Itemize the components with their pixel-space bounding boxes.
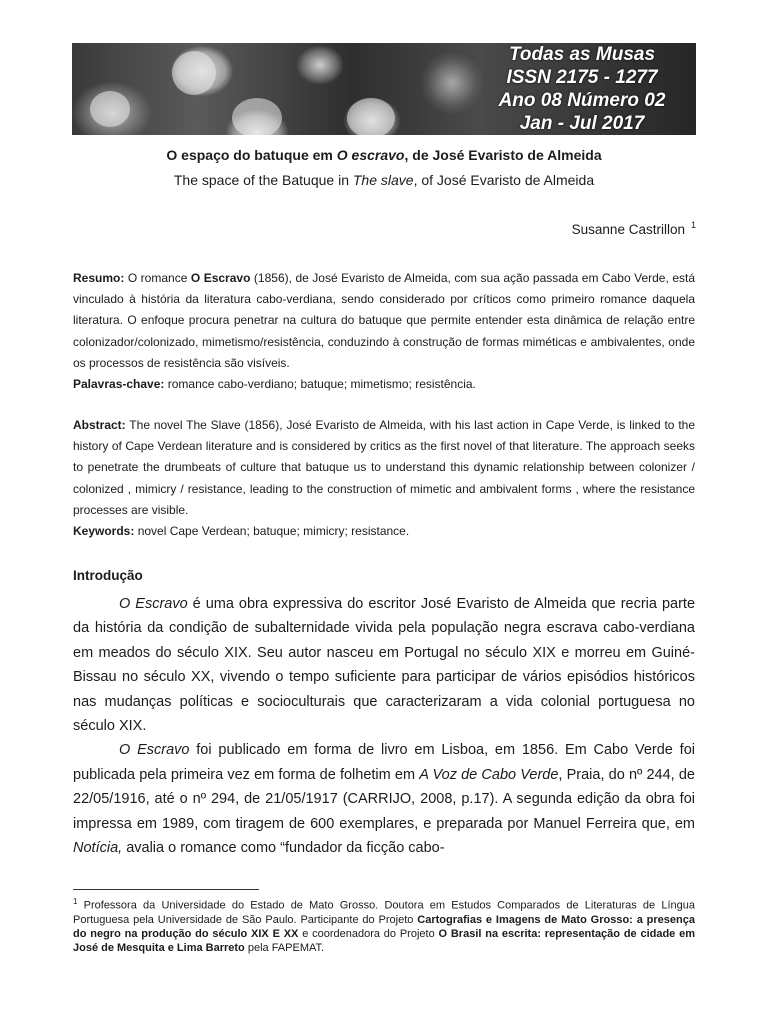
journal-date: Jan - Jul 2017 [519, 113, 645, 134]
footnote: $^1$ Professora da Universidade do Estado de Mato Grosso. Doutora em Estudos Comparados de Literaturas de Língua Portuguesa pela Universidade de São Paulo. Participante do Projeto Cartografias e Imagens de Mato Grosso: a presença do negro na produção do século XIX E XX e coordenadora do Projeto O Brasil na escrita: representação de cidade em José de Mesquita e Lima Barreto pela FAPEMAT. [73, 897, 696, 954]
journal-issue: Ano 08 Número 02 [498, 90, 666, 111]
section-heading: Introdução [73, 568, 143, 583]
footnote-divider [73, 889, 259, 890]
footnote-marker: 1 [690, 220, 696, 230]
painting-figure [347, 98, 395, 135]
painting-figure [90, 91, 130, 127]
intro-body [73, 592, 695, 860]
article-title: O espaço do batuque em O escravo, de José Evaristo de Almeida [166, 147, 602, 163]
resumo-section: Resumo: O romance O Escravo (1856), de José Evaristo de Almeida, com sua ação passada em Cabo Verde, está vinculado à história da literatura cabo-verdiana, sendo considerado por críticos como primeiro romance daquela literatura. O enfoque procura penetrar na cultura do batuque que permite entender esta dinâmica de relação entre colonizador/colonizado, mimetismo/resistência, conduzindo à construção de formas miméticas e ambivalentes, onde os processos de resistência são visíveis. Palavras-chave: romance cabo-verdiano; batuque; mimetismo; resistência. [73, 271, 695, 392]
paragraph: O Escravo é uma obra expressiva do escritor José Evaristo de Almeida que recria parte da história da condição de subalternidade vivida pela população negra escrava cabo-verdiana em meados do século XIX. Seu autor nasceu em Portugal no século XIX e morreu em Guiné-Bissau no século XX, vivendo o tempo suficiente para participar de vários episódios históricos nas mudanças políticas e socioculturais que caracterizaram a vida colonial portuguesa no século XIX. [73, 596, 696, 735]
painting-figure [232, 98, 282, 135]
journal-banner [72, 43, 696, 135]
abstract-section: Abstract: The novel The Slave (1856), José Evaristo de Almeida, with his last action in Cape Verde, is linked to the history of Cape Verdean literature and is considered by critics as the first novel of that literature. The approach seeks to penetrate the drumbeats of culture that batuque us to understand this dynamic relationship between colonizer / colonized , mimicry / resistance, leading to the construction of mimetic and ambivalent forms , where the resistance processes are visible. Keywords: novel Cape Verdean; batuque; mimicry; resistance. [73, 418, 695, 539]
painting-figure [172, 51, 216, 95]
journal-name: Todas as Musas [508, 44, 656, 65]
paragraph: O Escravo foi publicado em forma de livro em Lisboa, em 1856. Em Cabo Verde foi publicada pela primeira vez em forma de folhetim em A Voz de Cabo Verde, Praia, do nº 244, de 22/05/1916, até o nº 294, de 21/05/1917 (CARRIJO, 2008, p.17). A segunda edição da obra foi impressa em 1989, com tiragem de 600 exemplares, e preparada por Manuel Ferreira que, em Notícia, avalia o romance como “fundador da ficção cabo- [73, 742, 695, 857]
banner-title [482, 43, 682, 135]
author-name: Susanne Castrillon $^1$ [571, 220, 696, 237]
article-title-english: The space of the Batuque in The slave, of José Evaristo de Almeida [173, 172, 595, 188]
journal-issn: ISSN 2175 - 1277 [506, 67, 658, 88]
